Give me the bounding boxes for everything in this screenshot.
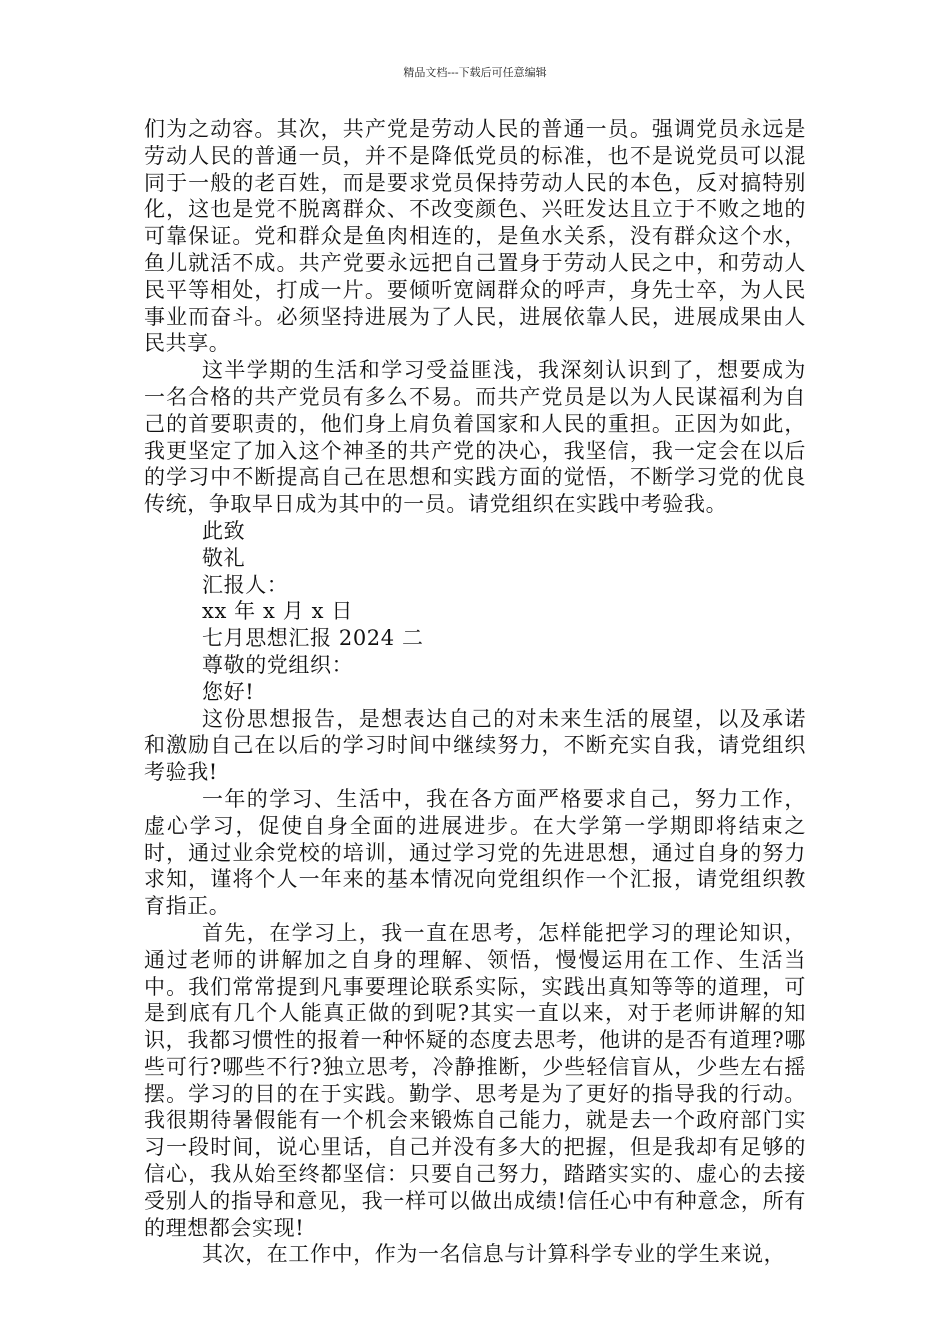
closing-line-1: 此致 — [202, 518, 246, 543]
paragraph-5: 首先，在学习上，我一直在思考，怎样能把学习的理论知识，通过老师的讲解加之自身的理解、领悟，慢慢运用在工作、生活当中。我们常常提到凡事要理论联系实际，实践出真知等等的道理，可是到底有几个人能真正做的到呢?其实一直以来，对于老师讲解的知识，我都习惯性的报着一种怀疑的态度去思考，他讲的是否有道理?哪些可行?哪些不行?独立思考，冷静推断，少些轻信盲从，少些左右摇摆。学习的目的在于实践。勤学、思考是为了更好的指导我的行动。我很期待暑假能有一个机会来锻炼自己能力，就是去一个政府部门实习一段时间，说心里话，自己并没有多大的把握，但是我却有足够的信心，我从始至终都坚信：只要自己努力，踏踏实实的、虚心的去接受别人的指导和意见，我一样可以做出成绩!信任心中有种意念，所有的理想都会实现! — [144, 920, 806, 1240]
greeting: 您好! — [202, 679, 255, 704]
paragraph-3: 这份思想报告，是想表达自己的对未来生活的展望，以及承诺和激励自己在以后的学习时间中继续努力，不断充实自我，请党组织考验我! — [144, 706, 806, 785]
paragraph-1: 们为之动容。其次，共产党是劳动人民的普通一员。强调党员永远是劳动人民的普通一员，并不是降低党员的标准，也不是说党员可以混同于一般的老百姓，而是要求党员保持劳动人民的本色，反对搞特别化，这也是党不脱离群众、不改变颜色、兴旺发达且立于不败之地的可靠保证。党和群众是鱼肉相连的，是鱼水关系，没有群众这个水，鱼儿就活不成。共产党要永远把自己置身于劳动人民之中，和劳动人民平等相处，打成一片。要倾听宽阔群众的呼声，身先士卒，为人民事业而奋斗。必须坚持进展为了人民，进展依靠人民，进展成果由人民共享。 — [144, 117, 806, 356]
document-body — [144, 116, 806, 1268]
reporter-line: 汇报人： — [202, 572, 289, 597]
salutation: 尊敬的党组织： — [202, 652, 354, 677]
paragraph-2: 这半学期的生活和学习受益匪浅，我深刻认识到了，想要成为一名合格的共产党员有多么不易。而共产党员是以为人民谋福利为自己的首要职责的，他们身上肩负着国家和人民的重担。正因为如此，我更坚定了加入这个神圣的共产党的决心，我坚信，我一定会在以后的学习中不断提高自己在思想和实践方面的觉悟，不断学习党的优良传统，争取早日成为其中的一员。请党组织在实践中考验我。 — [144, 358, 806, 517]
date-line: xx 年 x 月 x 日 — [202, 599, 353, 624]
section-title: 七月思想汇报 2024 二 — [202, 626, 424, 651]
closing-line-2: 敬礼 — [202, 545, 246, 570]
paragraph-4: 一年的学习、生活中，我在各方面严格要求自己，努力工作，虚心学习，促使自身全面的进展进步。在大学第一学期即将结束之时，通过业余党校的培训，通过学习党的先进思想，通过自身的努力求知，谨将个人一年来的基本情况向党组织作一个汇报，请党组织教育指正。 — [144, 786, 806, 919]
paragraph-6: 其次，在工作中，作为一名信息与计算科学专业的学生来说， — [202, 1242, 786, 1267]
page-header: 精品文档---下载后可任意编辑 — [403, 66, 547, 79]
